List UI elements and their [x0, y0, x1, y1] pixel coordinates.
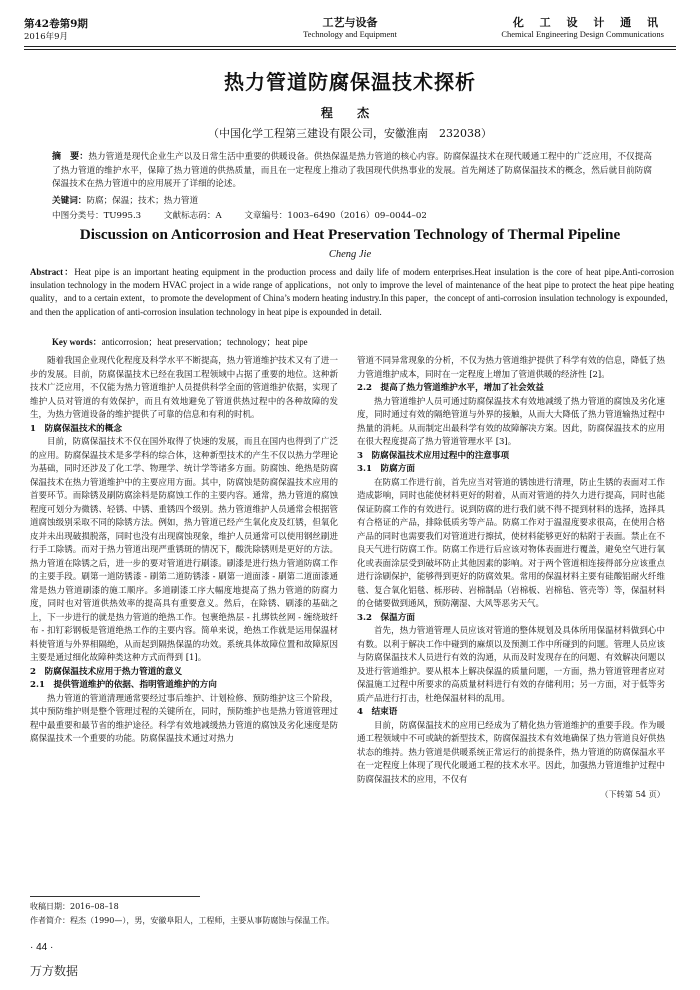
- paragraph: 目前，防腐保温技术不仅在国外取得了快速的发展，而且在国内也得到了广泛的应用。防腐保温技术是多学科的综合体，这种新型技术的产生不仅以热力学理论为基础，同时还涉及了化工学、物理学、统计学等诸多方面。防腐蚀、绝热是防腐保温技术在热力管道维护中的主要应用方面。其中，防腐蚀是防腐保温技术应用的首要环节。而除锈及刷防腐涂料是防腐蚀工作的主要内容。通常，热力管道的腐蚀程度可划分为微锈、轻锈、中锈、重锈四个级别。热力管道维护人员通常会根据管道腐蚀级别采取不同的除锈方法。例如，热力管道已经产生氧化皮及红锈，但氧化皮并未出现破损脱落，同时也没有出现腐蚀现象，维护人员通常可以使用钢丝刷进行手工除锈。而对于热力管道出现严重锈斑的情况下，酸洗除锈则是更好的方法。热力管道在除锈之后，进一步的要对管道进行刷漆。刷漆是进行热力管道防腐工作的主要手段。刷第一道防锈漆 - 刷第二道防锈漆 - 刷第一道面漆 - 刷第二道面漆通常是热力管道刷漆的施工顺序。多道刷漆工序大幅度地提高了热力管道的防腐力度，同时也对管道供热效率的提高具有重要意义。然后，在除锈、刷漆的基础之上，下一步进行的就是热力管道的绝热工作。包裹绝热层 - 扎绑铁丝网 - 缠绕玻纤布 - 扣钉彩钢板是管道绝热工作的主要内容。简单来说，绝热工作就是运用保温材料使管道与外界相隔绝，从而起到隔热保温的功效。系统具体故障位置和故障原因主要是通过细化故障种类这种方式而得到 [1]。: [30, 437, 338, 663]
- continued-note: （下转第 54 页）: [600, 789, 665, 799]
- keywords-cn-text: 防腐；保温；技术；热力管道: [86, 196, 199, 206]
- author-name-en: Cheng Jie: [328, 249, 372, 260]
- header-rule-thin: [24, 49, 676, 50]
- running-header: [0, 12, 700, 52]
- volume-issue: 第42卷第9期: [24, 18, 88, 30]
- keywords-cn: [52, 194, 652, 206]
- section-heading: 4 结束语: [357, 707, 398, 717]
- footnote-rule: [30, 896, 200, 897]
- paragraph: 目前，防腐保温技术的应用已经成为了精化热力管道维护的重要手段。作为暖通工程领域中不可或缺的新型技术，防腐保温技术有效地确保了热力管道良好供热状态的维持。热力管道是供暖系统正常运行的前提条件，热力管道的防腐保温水平在一定程度上体现了现代化暖通工程的技术水平。因此，加强热力管道维护过程中防腐保温技术的应用，不仅有: [357, 720, 665, 785]
- abstract-cn-text: 热力管道是现代企业生产以及日常生活中重要的供暖设备。供热保温是热力管道的核心内容。防腐保温技术在现代暖通工程中的广泛应用，不仅提高了热力管道的维护水平，保障了热力管道的供热质量，而且在一定程度上推动了我国现代供热事业的发展。首先阐述了防腐保温技术的概念，然后就目前防腐保温技术在热力管道中的应用展开了详细的论述。: [52, 152, 652, 189]
- article-title-en: Discussion on Anticorrosion and Heat Preservation Technology of Thermal Pipeline: [79, 226, 621, 243]
- subsection-heading: 2.1 提供管道维护的依据、指明管道维护的方向: [30, 680, 217, 690]
- section-heading: 3 防腐保温技术应用过程中的注意事项: [357, 450, 510, 461]
- section-title-cn: 工艺与设备: [322, 16, 378, 29]
- page-number: · 44 ·: [30, 942, 54, 953]
- paragraph: 热力管道维护人员可通过防腐保温技术有效地减缓了热力管道的腐蚀及劣化速度，同时通过有效的隔绝管道与外界的接触，从而大大降低了热力管道输热过程中热量的消耗。从而制定出最科学有效的故障解决方案。因此，防腐保温技术的应用在很大程度提高了热力管道管理水平 [3]。: [357, 396, 665, 447]
- affiliation-cn: （中国化学工程第三建设有限公司，安徽淮南 232038）: [208, 127, 492, 140]
- paragraph: 首先，热力管道管理人员应该对管道的整体规划及具体所用保温材料做到心中有数。以利于解决工作中碰到的麻烦以及预测工作中所碰到的问题。管理人员应该与防腐保温技术人员进行有效的沟通，从而及时发现存在的问题、有效解决问题以及进行管道维护。要从根本上解决保温的质量问题，一方面，热力管道管理者应对保温施工过程中所要求的高质量材料进行有效的存储利用；另一方面，对于低等劣质产品进行打击，杜绝保温材料的乱用。: [357, 626, 665, 704]
- subsection-heading: 3.2 保温方面: [357, 612, 415, 623]
- section-heading: 2 防腐保温技术应用于热力管道的意义: [30, 666, 183, 677]
- keywords-en-text: anticorrosion；heat preservation；technology；heat pipe: [101, 337, 308, 347]
- subsection-heading: 3.1 防腐方面: [357, 464, 415, 474]
- watermark: 万方数据: [30, 964, 79, 978]
- keywords-en-label: Key words：: [52, 337, 102, 347]
- paragraph: 在防腐工作进行前，首先应当对管道的锈蚀进行清理，防止生锈的表面对工作造成影响，同时也能使材料更好的附着，从而对管道的持久力进行提高，同时也能保证防腐工作的有效进行。说到防腐的进行我们就不得不提到材料的选择，选择具有合格证的产品，排除低质劣等产品。防腐工作对于温湿度要求很高，在使用合格产品的同时也需要我们对管道进行擦拭，使材料能够更好的粘附于表面。禁止在不良天气进行防腐工作。防腐工作进行后应该对物体表面进行覆盖，避免空气进行氧化或表面涂层受到破坏防止其他因素的影响。对于两个管道相连接得部分应该重点进行涂刷保护，能够得到更好的防腐效果。常用的保温材料主要有硅酸铝耐火纤维毯、复合氧化铝毯、栎形砖、岩棉制品（岩棉板、岩棉毡、管壳等）等，保温材料的仓储要做到通风，预防潮湿、大风等恶劣天气。: [357, 477, 665, 609]
- body-column-left: [30, 355, 338, 747]
- received-date: 收稿日期：2016–08–18: [30, 902, 119, 911]
- author-name-cn: 程 杰: [320, 106, 380, 120]
- abstract-cn: [52, 151, 652, 192]
- header-rule-thick: [24, 46, 676, 47]
- keywords-cn-label: 关键词：: [52, 196, 87, 206]
- section-heading: 1 防腐保温技术的概念: [30, 423, 122, 434]
- abstract-cn-label: 摘 要：: [52, 152, 89, 162]
- keywords-en: [52, 335, 652, 348]
- subsection-heading: 2.2 提高了热力管道维护水平，增加了社会效益: [357, 383, 544, 393]
- document-code: 文献标志码：A: [163, 211, 222, 221]
- body-column-right: [357, 355, 665, 802]
- paragraph: 随着我国企业现代化程度及科学水平不断提高，热力管道维护技术又有了进一步的发展。目前，防腐保温技术已经在我国工程领域中占据了重要的地位。这种新技术广泛应用，不仅能为热力管道维护人员提供科学全面的管道维护依据，实现了维护人员对管道的有效保护，而且有效地避免了管道供热过程中的各种故障的发生，为热力管道设备的维护提供了可靠的信息和有利的时机。: [30, 356, 338, 420]
- abstract-en-text: Heat pipe is an important heating equipment in the production process and daily life of modern enterprises.Heat insulation is the core of heat pipe.Anti-corrosion insulation technology in the modern HVAC project in a wide range of applications，not only to improve the level of maintenance of the heat pipe to protect the heat pipe heating quality，and to a certain extent，to promote the development of China’s modern heating industry.In this paper，the concept of anti-corrosion insulation technology is expounded，and then the application of anti-corrosion insulation technology in heat pipe is expounded in detail.: [30, 267, 674, 317]
- journal-name-cn: 化 工 设 计 通 讯: [512, 16, 664, 29]
- issue-date: 2016年9月: [24, 32, 69, 42]
- journal-name-en: Chemical Engineering Design Communications: [501, 29, 664, 39]
- article-title-cn: 热力管道防腐保温技术探析: [224, 70, 476, 94]
- article-number: 文章编号：1003–6490（2016）09–0044–02: [244, 211, 427, 221]
- abstract-en-label: Abstract：: [30, 267, 75, 277]
- author-bio: 作者简介：程杰（1990—），男，安徽阜阳人，工程师，主要从事防腐蚀与保温工作。: [30, 916, 335, 925]
- classification-line: [52, 209, 672, 221]
- abstract-en: [30, 266, 674, 319]
- clc-number: 中图分类号：TU995.3: [52, 211, 142, 221]
- section-title-en: Technology and Equipment: [303, 29, 397, 39]
- paragraph-continued: 管道不同异常现象的分析，不仅为热力管道维护提供了科学有效的信息，降低了热力管道维护成本，同时在一定程度上增加了管道供暖的经济性 [2]。: [357, 356, 665, 380]
- paragraph: 热力管道的管道清理通常要经过事后维护、计划检修、预防维护这三个阶段，其中预防维护则是整个管理过程的关键所在，同时，预防维护也是热力管道管理过程中最重要和最节省的维护途径。科学有效地减缓热力管道的腐蚀及劣化速度是防腐保温技术一个重要的功能。防腐保温技术通过对热力: [30, 693, 338, 744]
